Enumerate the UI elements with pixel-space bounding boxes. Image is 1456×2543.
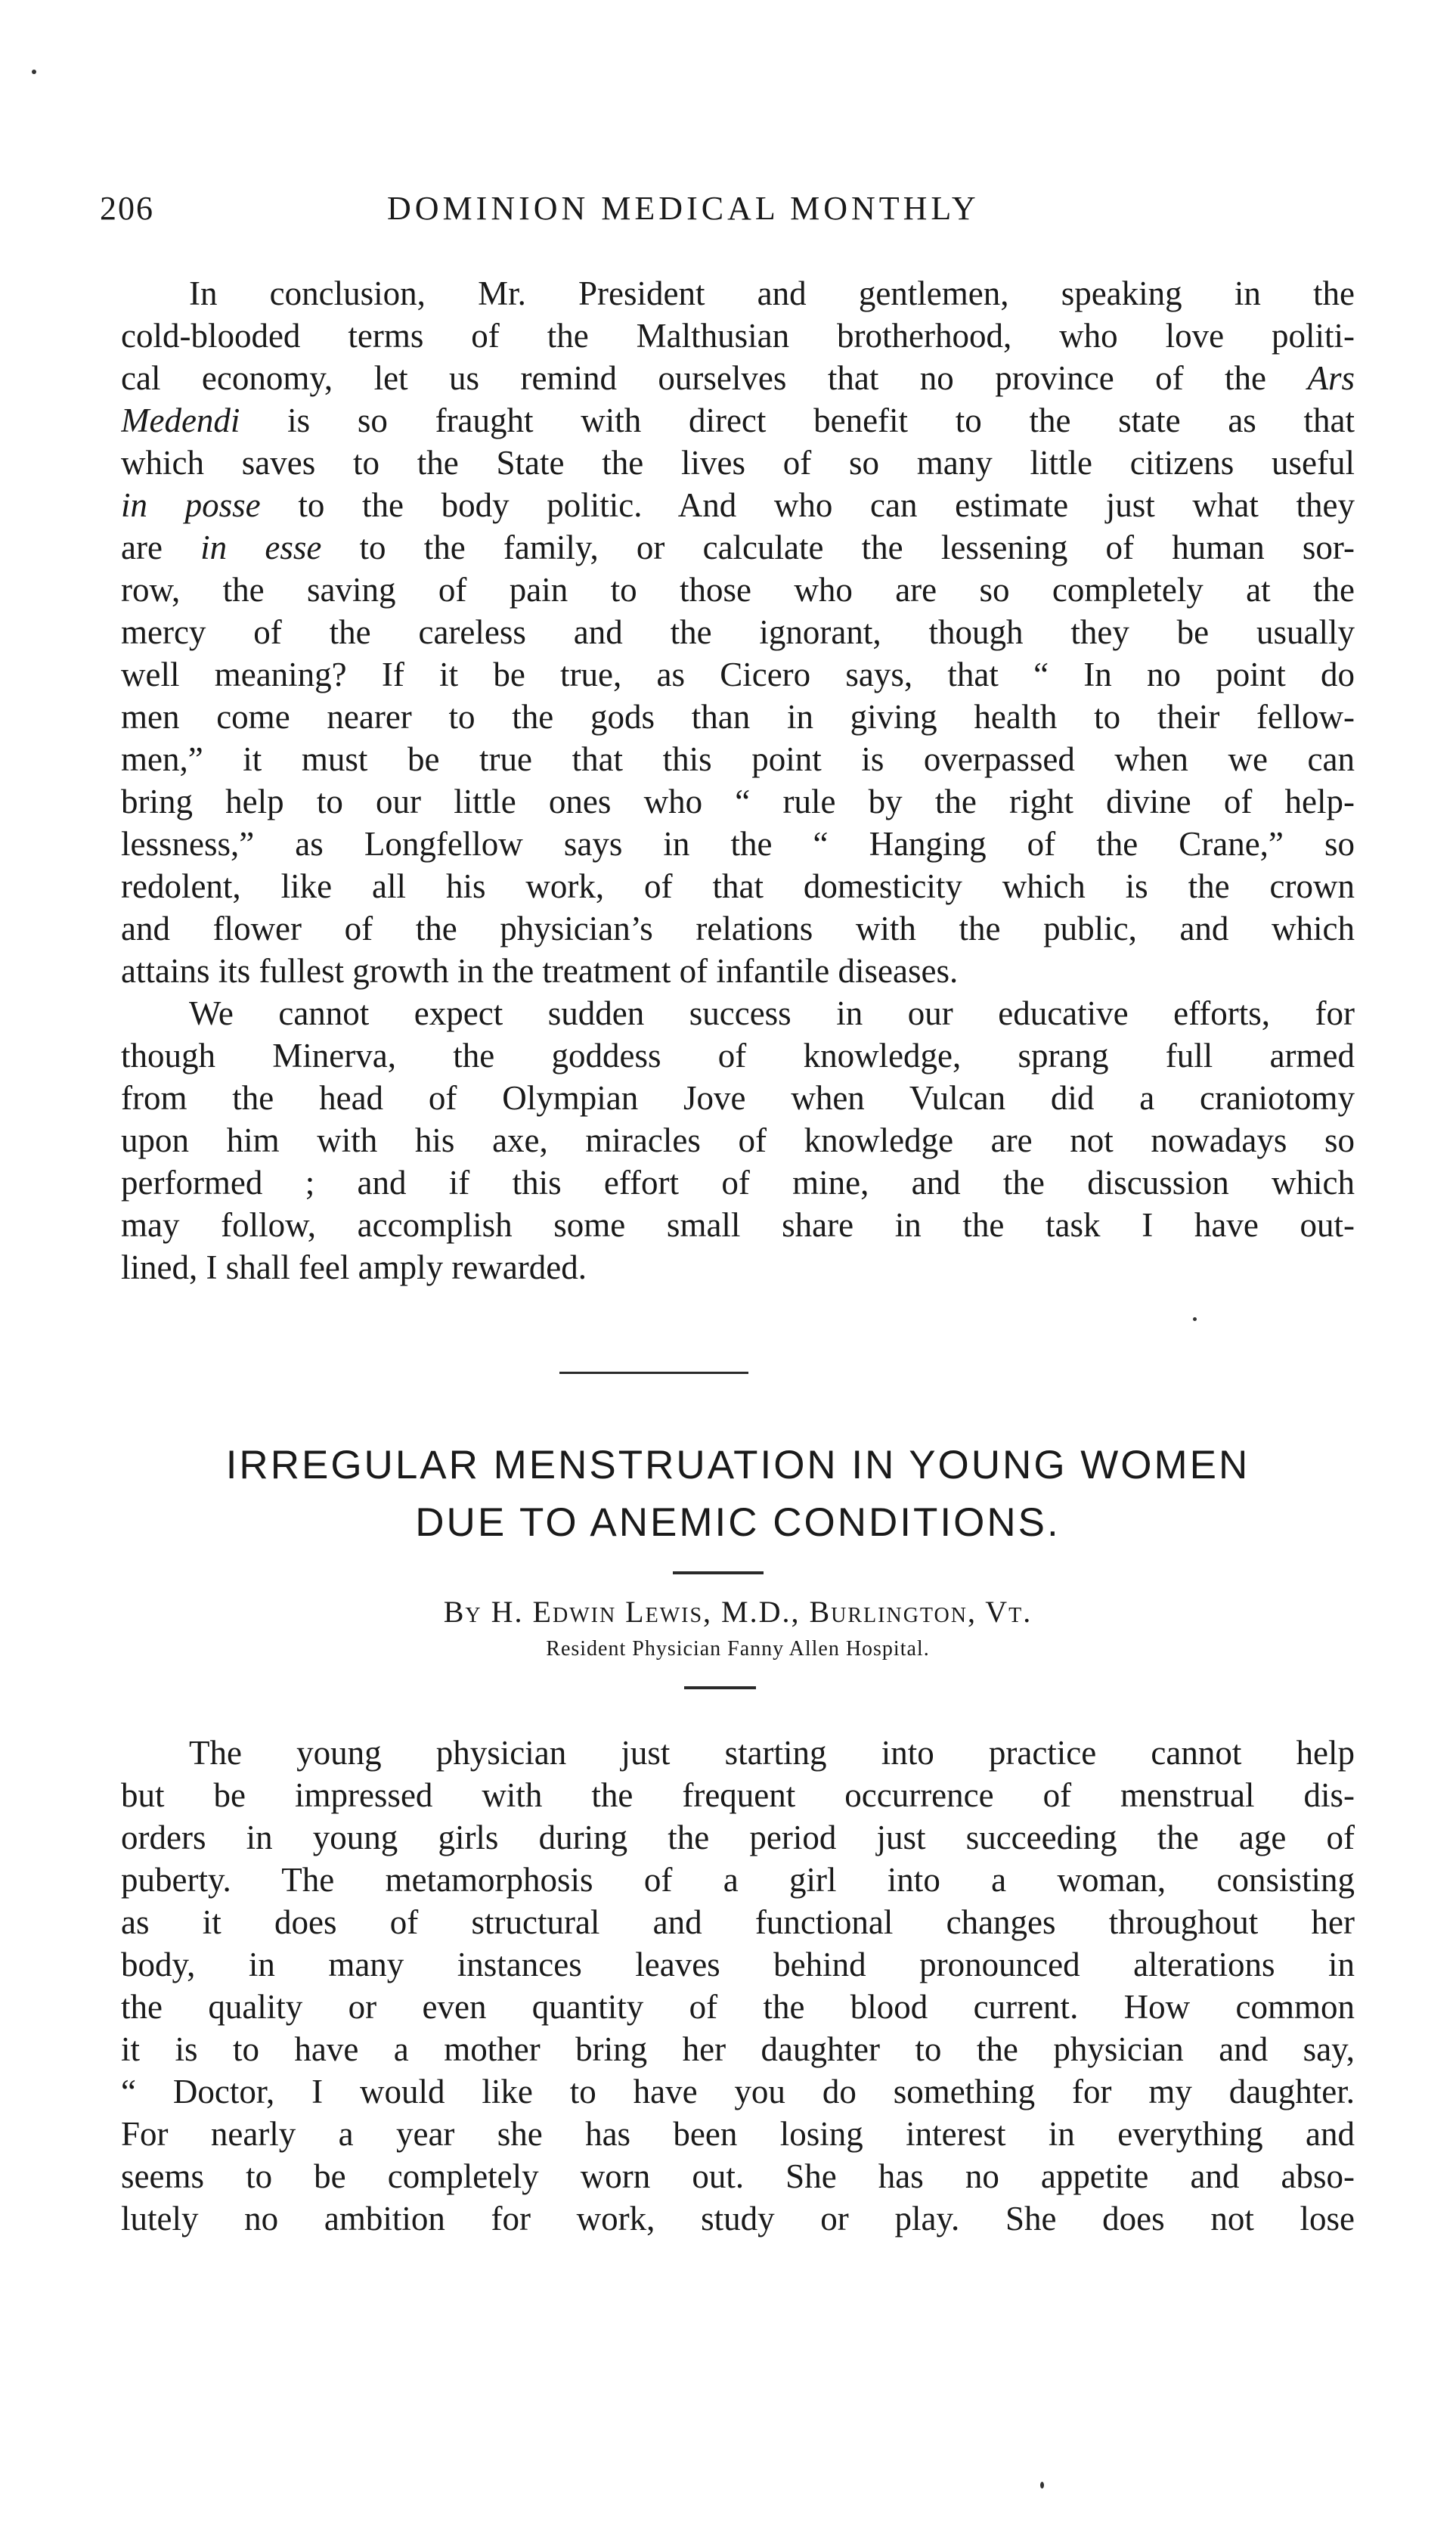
text-run: row, the saving of pain to those who are so completely at the <box>121 571 1355 609</box>
title-rule <box>673 1571 764 1574</box>
text-run: cold-blooded terms of the Malthusian brotherhood, who love politi- <box>121 317 1355 355</box>
text-line <box>121 992 1355 1034</box>
text-run: lined, I shall feel amply rewarded. <box>121 1248 587 1286</box>
text-run: from the head of Olympian Jove when Vulcan did a craniotomy <box>121 1079 1355 1117</box>
text-line <box>121 569 1355 611</box>
italic-term: in posse <box>121 486 261 524</box>
text-line <box>121 1246 1355 1289</box>
page-number: 206 <box>100 190 154 227</box>
text-line <box>121 315 1355 357</box>
text-line <box>121 357 1355 399</box>
article-body <box>121 1732 1355 2240</box>
article-title-line-2: DUE TO ANEMIC CONDITIONS. <box>415 1500 1061 1545</box>
text-line: as it does of structural and functional changes throughout her <box>121 1903 1355 1941</box>
text-run: to the family, or calculate the lessening of human sor- <box>321 529 1355 566</box>
text-run: men come nearer to the gods than in giving health to their fellow- <box>121 698 1355 736</box>
text-run: are <box>121 529 201 566</box>
text-line: but be impressed with the frequent occurrence of menstrual dis- <box>121 1776 1355 1814</box>
text-line: puberty. The metamorphosis of a girl into a woman, consisting <box>121 1861 1355 1899</box>
text-line: orders in young girls during the period just succeeding the age of <box>121 1819 1355 1856</box>
text-line <box>121 738 1355 780</box>
italic-term: in esse <box>200 529 322 566</box>
text-run: is so fraught with direct benefit to the state as that <box>240 402 1355 439</box>
text-run: and flower of the physician’s relations with the public, and which <box>121 910 1355 947</box>
text-line: lutely no ambition for work, study or play. She does not lose <box>121 2200 1355 2238</box>
running-head <box>100 189 1355 234</box>
text-line: body, in many instances leaves behind pronounced alterations in <box>121 1946 1355 1983</box>
author-byline: By H. Edwin Lewis, M.D., Burlington, Vt. <box>443 1595 1033 1629</box>
text-line <box>121 399 1355 442</box>
text-line <box>121 823 1355 865</box>
text-run: well meaning? If it be true, as Cicero says, that “ In no point do <box>121 656 1355 693</box>
text-line <box>121 442 1355 484</box>
author-affiliation: Resident Physician Fanny Allen Hospital. <box>546 1637 930 1661</box>
text-line <box>121 653 1355 696</box>
text-run: to the body politic. And who can estimate just what they <box>260 486 1355 524</box>
text-line <box>121 696 1355 738</box>
text-run: attains its fullest growth in the treatment of infantile diseases. <box>121 952 959 990</box>
text-line: the quality or even quantity of the blood current. How common <box>121 1988 1355 2026</box>
text-line <box>121 780 1355 823</box>
text-run: which saves to the State the lives of so many little citizens useful <box>121 444 1355 482</box>
text-line: For nearly a year she has been losing interest in everything and <box>121 2115 1355 2153</box>
italic-term: Ars <box>1307 359 1355 397</box>
print-speck <box>32 70 36 74</box>
text-line <box>121 1077 1355 1119</box>
text-run: though Minerva, the goddess of knowledge, sprang full armed <box>121 1037 1355 1075</box>
text-line <box>121 1034 1355 1077</box>
text-line <box>121 526 1355 569</box>
text-run: redolent, like all his work, of that domesticity which is the crown <box>121 867 1355 905</box>
text-run: may follow, accomplish some small share in the task I have out- <box>121 1206 1355 1244</box>
article-title <box>121 1437 1355 1552</box>
text-run: bring help to our little ones who “ rule by the right divine of help- <box>121 783 1355 820</box>
text-line <box>121 1161 1355 1204</box>
text-line <box>121 1204 1355 1246</box>
text-line <box>121 907 1355 950</box>
text-line <box>121 950 1355 992</box>
text-run: In conclusion, Mr. President and gentlemen, speaking in the <box>189 274 1355 312</box>
section-divider <box>559 1372 748 1374</box>
text-line: “ Doctor, I would like to have you do something for my daughter. <box>121 2073 1355 2110</box>
byline-rule <box>684 1686 756 1689</box>
text-line: it is to have a mother bring her daughter to the physician and say, <box>121 2030 1355 2068</box>
text-run: We cannot expect sudden success in our educative efforts, for <box>189 994 1355 1032</box>
print-speck <box>1040 2482 1044 2489</box>
text-line <box>121 611 1355 653</box>
text-run: performed ; and if this effort of mine, and the discussion which <box>121 1164 1355 1202</box>
text-run: lessness,” as Longfellow says in the “ Hanging of the Crane,” so <box>121 825 1355 863</box>
text-run: mercy of the careless and the ignorant, though they be usually <box>121 613 1355 651</box>
journal-title: DOMINION MEDICAL MONTHLY <box>387 190 980 227</box>
italic-term: Medendi <box>121 402 240 439</box>
text-line <box>121 865 1355 907</box>
text-line: seems to be completely worn out. She has no appetite and abso- <box>121 2157 1355 2195</box>
print-speck <box>1193 1317 1197 1321</box>
article-title-line-1: IRREGULAR MENSTRUATION IN YOUNG WOMEN <box>225 1443 1250 1487</box>
text-line: The young physician just starting into practice cannot help <box>189 1734 1355 1772</box>
text-line <box>121 1119 1355 1161</box>
text-run: men,” it must be true that this point is overpassed when we can <box>121 740 1355 778</box>
text-run: upon him with his axe, miracles of knowledge are not nowadays so <box>121 1121 1355 1159</box>
text-run: cal economy, let us remind ourselves that no province of the <box>121 359 1308 397</box>
conclusion-paragraphs <box>121 272 1355 1289</box>
text-line <box>121 484 1355 526</box>
text-line <box>121 272 1355 315</box>
